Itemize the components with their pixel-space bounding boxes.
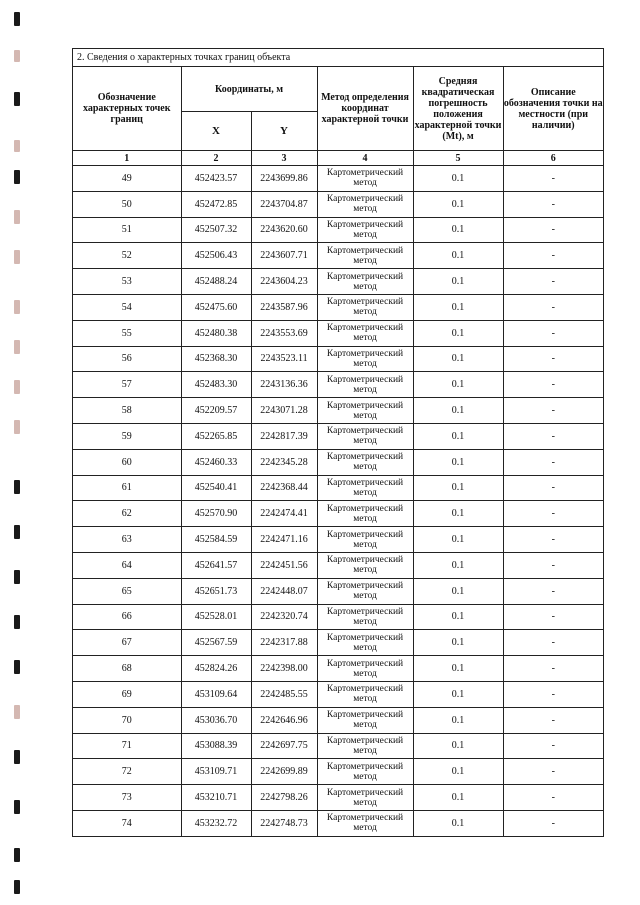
point-number-cell: 70 [73,707,181,733]
coord-y-cell: 2243136.36 [251,372,317,398]
point-description-cell: - [503,707,603,733]
method-cell: Картометрический метод [317,320,413,346]
binder-hole [14,570,20,584]
point-description-cell: - [503,166,603,192]
point-description-cell: - [503,552,603,578]
point-description-cell: - [503,733,603,759]
column-number: 2 [181,151,251,166]
mean-square-error-cell: 0.1 [413,320,503,346]
point-number-cell: 58 [73,398,181,424]
binder-hole [14,800,20,814]
mean-square-error-cell: 0.1 [413,759,503,785]
mean-square-error-cell: 0.1 [413,785,503,811]
method-cell: Картометрический метод [317,759,413,785]
coord-y-cell: 2242345.28 [251,449,317,475]
coord-x-cell: 452209.57 [181,398,251,424]
mean-square-error-cell: 0.1 [413,475,503,501]
point-description-cell: - [503,501,603,527]
point-description-cell: - [503,398,603,424]
coord-y-cell: 2242748.73 [251,810,317,835]
coord-x-cell: 452641.57 [181,552,251,578]
binder-hole [14,525,20,539]
table-row [73,372,603,398]
header-description: Описание обозначения точки на местности (при наличии) [503,67,603,151]
mean-square-error-cell: 0.1 [413,810,503,835]
point-number-cell: 60 [73,449,181,475]
point-number-cell: 62 [73,501,181,527]
point-description-cell: - [503,191,603,217]
mean-square-error-cell: 0.1 [413,217,503,243]
method-cell: Картометрический метод [317,294,413,320]
coord-x-cell: 452506.43 [181,243,251,269]
coord-y-cell: 2242646.96 [251,707,317,733]
point-description-cell: - [503,372,603,398]
coord-y-cell: 2243604.23 [251,269,317,295]
point-number-cell: 55 [73,320,181,346]
mean-square-error-cell: 0.1 [413,372,503,398]
table-row [73,320,603,346]
point-number-cell: 59 [73,423,181,449]
point-number-cell: 53 [73,269,181,295]
point-number-cell: 63 [73,527,181,553]
table-row [73,243,603,269]
binder-hole [14,420,20,434]
method-cell: Картометрический метод [317,217,413,243]
mean-square-error-cell: 0.1 [413,630,503,656]
coord-y-cell: 2243607.71 [251,243,317,269]
method-cell: Картометрический метод [317,630,413,656]
point-description-cell: - [503,217,603,243]
mean-square-error-cell: 0.1 [413,527,503,553]
point-number-cell: 66 [73,604,181,630]
method-cell: Картометрический метод [317,501,413,527]
binder-hole [14,480,20,494]
table-row [73,733,603,759]
table-row [73,166,603,192]
coord-y-cell: 2242474.41 [251,501,317,527]
table-row [73,423,603,449]
point-description-cell: - [503,346,603,372]
method-cell: Картометрический метод [317,372,413,398]
coord-x-cell: 452460.33 [181,449,251,475]
method-cell: Картометрический метод [317,449,413,475]
method-cell: Картометрический метод [317,604,413,630]
coord-y-cell: 2242817.39 [251,423,317,449]
point-description-cell: - [503,630,603,656]
point-description-cell: - [503,810,603,835]
binder-hole [14,210,20,224]
table-row [73,552,603,578]
coord-y-cell: 2243699.86 [251,166,317,192]
mean-square-error-cell: 0.1 [413,733,503,759]
boundary-points-table-frame [72,48,604,837]
coord-x-cell: 453109.64 [181,681,251,707]
mean-square-error-cell: 0.1 [413,191,503,217]
table-row [73,475,603,501]
column-number: 1 [73,151,181,166]
header-point-designation: Обозначение характерных точек границ [73,67,181,151]
point-number-cell: 57 [73,372,181,398]
point-description-cell: - [503,294,603,320]
method-cell: Картометрический метод [317,527,413,553]
coord-y-cell: 2243071.28 [251,398,317,424]
table-row [73,707,603,733]
coord-x-cell: 453088.39 [181,733,251,759]
coord-y-cell: 2242398.00 [251,656,317,682]
point-number-cell: 61 [73,475,181,501]
table-row [73,191,603,217]
point-description-cell: - [503,604,603,630]
coord-x-cell: 452567.59 [181,630,251,656]
mean-square-error-cell: 0.1 [413,243,503,269]
point-number-cell: 49 [73,166,181,192]
coord-y-cell: 2242485.55 [251,681,317,707]
mean-square-error-cell: 0.1 [413,578,503,604]
coord-x-cell: 453210.71 [181,785,251,811]
mean-square-error-cell: 0.1 [413,166,503,192]
coord-y-cell: 2243704.87 [251,191,317,217]
point-number-cell: 56 [73,346,181,372]
table-row [73,630,603,656]
binder-hole [14,660,20,674]
mean-square-error-cell: 0.1 [413,346,503,372]
method-cell: Картометрический метод [317,269,413,295]
method-cell: Картометрический метод [317,191,413,217]
header-y: Y [251,112,317,151]
method-cell: Картометрический метод [317,552,413,578]
coord-x-cell: 452472.85 [181,191,251,217]
binder-edge [0,0,28,905]
method-cell: Картометрический метод [317,578,413,604]
coord-y-cell: 2243553.69 [251,320,317,346]
method-cell: Картометрический метод [317,475,413,501]
coord-y-cell: 2242699.89 [251,759,317,785]
binder-hole [14,880,20,894]
method-cell: Картометрический метод [317,243,413,269]
table-row [73,681,603,707]
method-cell: Картометрический метод [317,785,413,811]
point-description-cell: - [503,320,603,346]
table-row [73,785,603,811]
section-caption: 2. Сведения о характерных точках границ объекта [73,49,603,67]
header-mean-square-error: Средняя квадратическая погрешность положения характерной точки (Mt), м [413,67,503,151]
coord-x-cell: 452483.30 [181,372,251,398]
table-row [73,269,603,295]
table-row [73,217,603,243]
mean-square-error-cell: 0.1 [413,552,503,578]
boundary-points-table [73,67,603,836]
point-description-cell: - [503,243,603,269]
column-number: 6 [503,151,603,166]
method-cell: Картометрический метод [317,423,413,449]
point-description-cell: - [503,449,603,475]
point-description-cell: - [503,656,603,682]
header-x: X [181,112,251,151]
binder-hole [14,250,20,264]
mean-square-error-cell: 0.1 [413,501,503,527]
binder-hole [14,140,20,152]
mean-square-error-cell: 0.1 [413,449,503,475]
binder-hole [14,750,20,764]
coord-x-cell: 452528.01 [181,604,251,630]
point-number-cell: 54 [73,294,181,320]
binder-hole [14,615,20,629]
column-number: 5 [413,151,503,166]
table-row [73,346,603,372]
coord-x-cell: 453232.72 [181,810,251,835]
coord-y-cell: 2242320.74 [251,604,317,630]
table-row [73,449,603,475]
point-description-cell: - [503,269,603,295]
point-number-cell: 69 [73,681,181,707]
coord-y-cell: 2242317.88 [251,630,317,656]
coord-y-cell: 2243523.11 [251,346,317,372]
coord-x-cell: 452265.85 [181,423,251,449]
column-number: 3 [251,151,317,166]
coord-y-cell: 2242448.07 [251,578,317,604]
table-row [73,501,603,527]
method-cell: Картометрический метод [317,707,413,733]
point-number-cell: 74 [73,810,181,835]
point-number-cell: 52 [73,243,181,269]
coord-x-cell: 452423.57 [181,166,251,192]
mean-square-error-cell: 0.1 [413,423,503,449]
point-description-cell: - [503,759,603,785]
table-row [73,656,603,682]
coord-x-cell: 452480.38 [181,320,251,346]
point-number-cell: 73 [73,785,181,811]
header-method: Метод определения координат характерной точки [317,67,413,151]
binder-hole [14,170,20,184]
coord-y-cell: 2242368.44 [251,475,317,501]
point-description-cell: - [503,578,603,604]
method-cell: Картометрический метод [317,346,413,372]
table-row [73,604,603,630]
point-number-cell: 67 [73,630,181,656]
point-description-cell: - [503,527,603,553]
method-cell: Картометрический метод [317,733,413,759]
point-number-cell: 51 [73,217,181,243]
binder-hole [14,92,20,106]
coord-y-cell: 2242798.26 [251,785,317,811]
coord-x-cell: 452570.90 [181,501,251,527]
coord-y-cell: 2242451.56 [251,552,317,578]
table-body [73,166,603,836]
point-number-cell: 68 [73,656,181,682]
mean-square-error-cell: 0.1 [413,398,503,424]
coord-x-cell: 452540.41 [181,475,251,501]
coord-x-cell: 452475.60 [181,294,251,320]
point-number-cell: 72 [73,759,181,785]
mean-square-error-cell: 0.1 [413,269,503,295]
binder-hole [14,340,20,354]
binder-hole [14,12,20,26]
coord-x-cell: 452368.30 [181,346,251,372]
point-description-cell: - [503,785,603,811]
method-cell: Картометрический метод [317,810,413,835]
coord-x-cell: 453109.71 [181,759,251,785]
header-coordinates: Координаты, м [181,67,317,112]
point-number-cell: 50 [73,191,181,217]
point-number-cell: 64 [73,552,181,578]
coord-x-cell: 452584.59 [181,527,251,553]
table-row [73,398,603,424]
coord-x-cell: 452651.73 [181,578,251,604]
coord-y-cell: 2243620.60 [251,217,317,243]
method-cell: Картометрический метод [317,166,413,192]
binder-hole [14,848,20,862]
table-row [73,810,603,835]
table-row [73,294,603,320]
table-row [73,578,603,604]
coord-y-cell: 2242697.75 [251,733,317,759]
coord-x-cell: 452488.24 [181,269,251,295]
table-row [73,527,603,553]
mean-square-error-cell: 0.1 [413,707,503,733]
point-number-cell: 71 [73,733,181,759]
binder-hole [14,300,20,314]
mean-square-error-cell: 0.1 [413,656,503,682]
method-cell: Картометрический метод [317,398,413,424]
coord-x-cell: 452824.26 [181,656,251,682]
mean-square-error-cell: 0.1 [413,294,503,320]
binder-hole [14,380,20,394]
binder-hole [14,50,20,62]
point-description-cell: - [503,475,603,501]
method-cell: Картометрический метод [317,681,413,707]
column-number: 4 [317,151,413,166]
point-description-cell: - [503,681,603,707]
mean-square-error-cell: 0.1 [413,681,503,707]
coord-y-cell: 2242471.16 [251,527,317,553]
coord-x-cell: 453036.70 [181,707,251,733]
coord-y-cell: 2243587.96 [251,294,317,320]
method-cell: Картометрический метод [317,656,413,682]
table-row [73,759,603,785]
mean-square-error-cell: 0.1 [413,604,503,630]
point-number-cell: 65 [73,578,181,604]
binder-hole [14,705,20,719]
coord-x-cell: 452507.32 [181,217,251,243]
point-description-cell: - [503,423,603,449]
